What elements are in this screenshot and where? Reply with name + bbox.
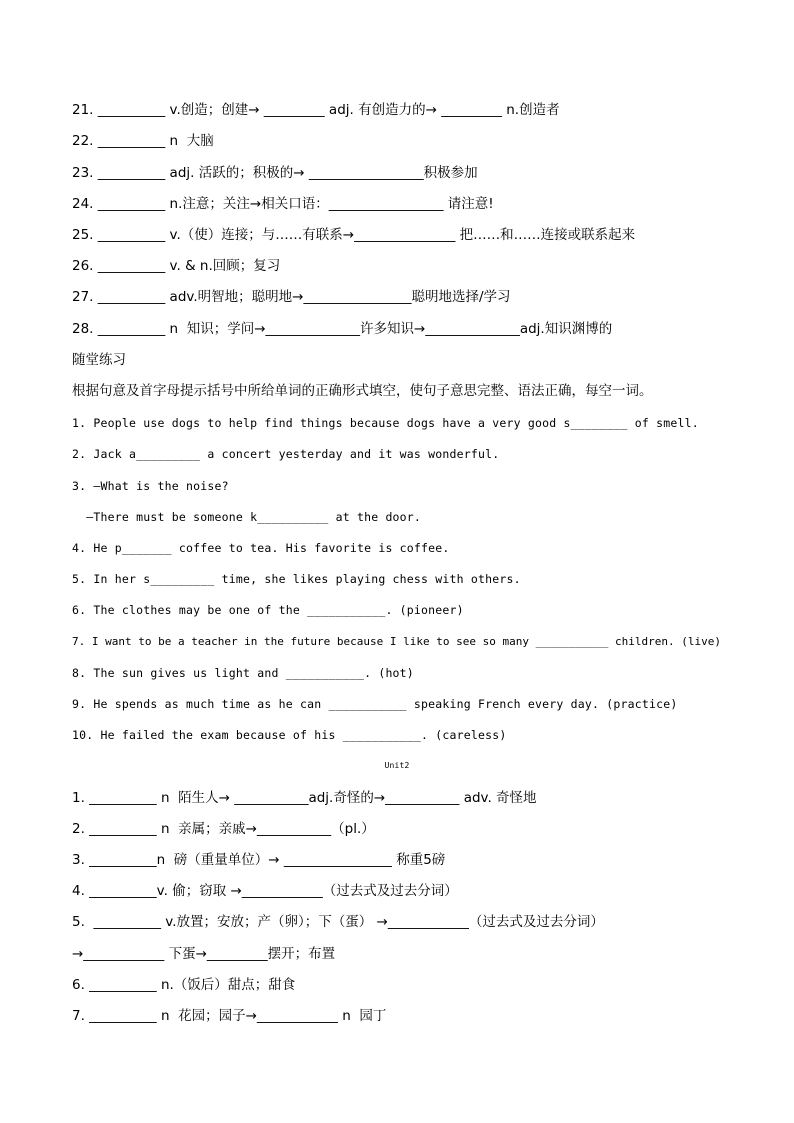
practice-item-8: 8. The sun gives us light and ___________. (hot) bbox=[72, 666, 414, 680]
vocab-item-27: 27. __________ adv.明智地；聪明地→________________聪明地选择/学习 bbox=[72, 289, 511, 305]
vocab-item-23: 23. __________ adj. 活跃的；积极的→ _________________积极参加 bbox=[72, 165, 478, 181]
unit2-item-3: 3. __________n 磅（重量单位）→ ________________ 称重5磅 bbox=[72, 852, 446, 868]
practice-item-1: 1. People use dogs to help find things because dogs have a very good s________ of smell. bbox=[72, 416, 699, 430]
vocab-item-24: 24. __________ n.注意；关注→相关口语：_________________ 请注意! bbox=[72, 196, 494, 212]
vocab-item-22: 22. __________ n 大脑 bbox=[72, 133, 214, 149]
practice-item-3: 3. —What is the noise? bbox=[72, 479, 229, 493]
practice-instruction: 根据句意及首字母提示括号中所给单词的正确形式填空，使句子意思完整、语法正确，每空一词。 bbox=[72, 383, 653, 399]
unit2-item-5: 5. __________ v.放置；安放；产（卵）；下（蛋） →____________（过去式及过去分词） bbox=[72, 914, 604, 930]
vocab-item-26: 26. __________ v. & n.回顾；复习 bbox=[72, 258, 281, 274]
unit2-item-5-cont: →____________ 下蛋→_________摆开；布置 bbox=[72, 946, 336, 962]
practice-heading: 随堂练习 bbox=[72, 352, 126, 368]
unit2-item-4: 4. __________v. 偷；窃取 →____________（过去式及过去分词） bbox=[72, 883, 458, 899]
practice-item-6: 6. The clothes may be one of the ___________. (pioneer) bbox=[72, 603, 464, 617]
practice-item-7: 7. I want to be a teacher in the future because I like to see so many ___________ children. (live) bbox=[72, 635, 722, 648]
practice-item-4: 4. He p_______ coffee to tea. His favorite is coffee. bbox=[72, 541, 450, 555]
unit2-item-7: 7. __________ n 花园；园子→____________ n 园丁 bbox=[72, 1008, 387, 1024]
vocab-item-25: 25. __________ v.（使）连接；与……有联系→_______________ 把……和……连接或联系起来 bbox=[72, 227, 636, 243]
vocab-item-21: 21. __________ v.创造；创建→ _________ adj. 有创造力的→ _________ n.创造者 bbox=[72, 102, 560, 118]
practice-item-2: 2. Jack a_________ a concert yesterday and it was wonderful. bbox=[72, 447, 500, 461]
practice-item-3-answer: —There must be someone k__________ at the door. bbox=[72, 510, 422, 524]
practice-item-9: 9. He spends as much time as he can ___________ speaking French every day. (practice) bbox=[72, 697, 678, 711]
unit2-title: Unit2 bbox=[384, 761, 410, 770]
practice-item-5: 5. In her s_________ time, she likes playing chess with others. bbox=[72, 572, 521, 586]
vocab-item-28: 28. __________ n 知识；学问→______________许多知识→______________adj.知识渊博的 bbox=[72, 321, 613, 337]
unit2-item-2: 2. __________ n 亲属；亲戚→___________（pl.） bbox=[72, 821, 375, 837]
practice-item-10: 10. He failed the exam because of his ___________. (careless) bbox=[72, 728, 507, 742]
unit2-item-6: 6. __________ n.（饭后）甜点；甜食 bbox=[72, 977, 296, 993]
unit2-item-1: 1. __________ n 陌生人→ ___________adj.奇怪的→___________ adv. 奇怪地 bbox=[72, 790, 537, 806]
